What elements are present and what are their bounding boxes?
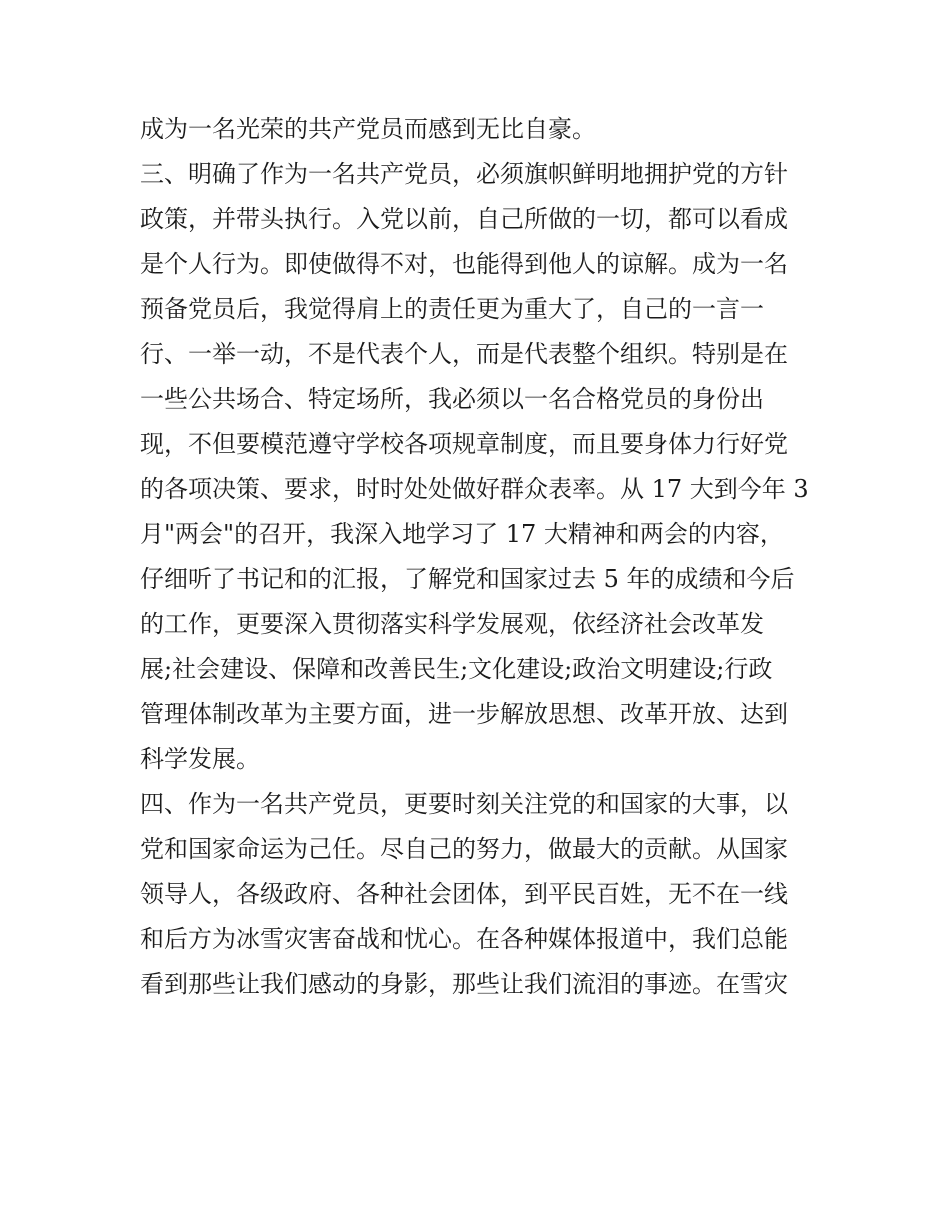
text-line: 成为一名光荣的共产党员而感到无比自豪。: [140, 115, 596, 143]
text-line: 党和国家命运为己任。尽自己的努力，做最大的贡献。从国家: [140, 835, 788, 863]
text-line: 一些公共场合、特定场所，我必须以一名合格党员的身份出: [140, 385, 764, 413]
text-line: 三、明确了作为一名共产党员，必须旗帜鲜明地拥护党的方针: [140, 160, 788, 188]
text-line: 行、一举一动，不是代表个人，而是代表整个组织。特别是在: [140, 340, 788, 368]
document-body: [140, 107, 820, 1007]
text-line: 和后方为冰雪灾害奋战和忧心。在各种媒体报道中，我们总能: [140, 925, 788, 953]
text-line: 政策，并带头执行。入党以前，自己所做的一切，都可以看成: [140, 205, 788, 233]
text-line: 的工作，更要深入贯彻落实科学发展观，依经济社会改革发: [140, 610, 764, 638]
text-line: 科学发展。: [140, 745, 260, 773]
text-line: 现，不但要模范遵守学校各项规章制度，而且要身体力行好党: [140, 430, 788, 458]
text-line: 看到那些让我们感动的身影，那些让我们流泪的事迹。在雪灾: [140, 970, 788, 998]
text-line: 展;社会建设、保障和改善民生;文化建设;政治文明建设;行政: [140, 655, 773, 683]
text-line: 月"两会"的召开，我深入地学习了 17 大精神和两会的内容，: [140, 520, 784, 548]
text-line: 管理体制改革为主要方面，进一步解放思想、改革开放、达到: [140, 700, 788, 728]
text-line: 的各项决策、要求，时时处处做好群众表率。从 17 大到今年 3: [140, 475, 809, 503]
text-line: 领导人，各级政府、各种社会团体，到平民百姓，无不在一线: [140, 880, 788, 908]
text-line: 四、作为一名共产党员，更要时刻关注党的和国家的大事，以: [140, 790, 788, 818]
text-line: 预备党员后，我觉得肩上的责任更为重大了，自己的一言一: [140, 295, 764, 323]
text-line: 是个人行为。即使做得不对，也能得到他人的谅解。成为一名: [140, 250, 788, 278]
text-line: 仔细听了书记和的汇报，了解党和国家过去 5 年的成绩和今后: [140, 565, 795, 593]
